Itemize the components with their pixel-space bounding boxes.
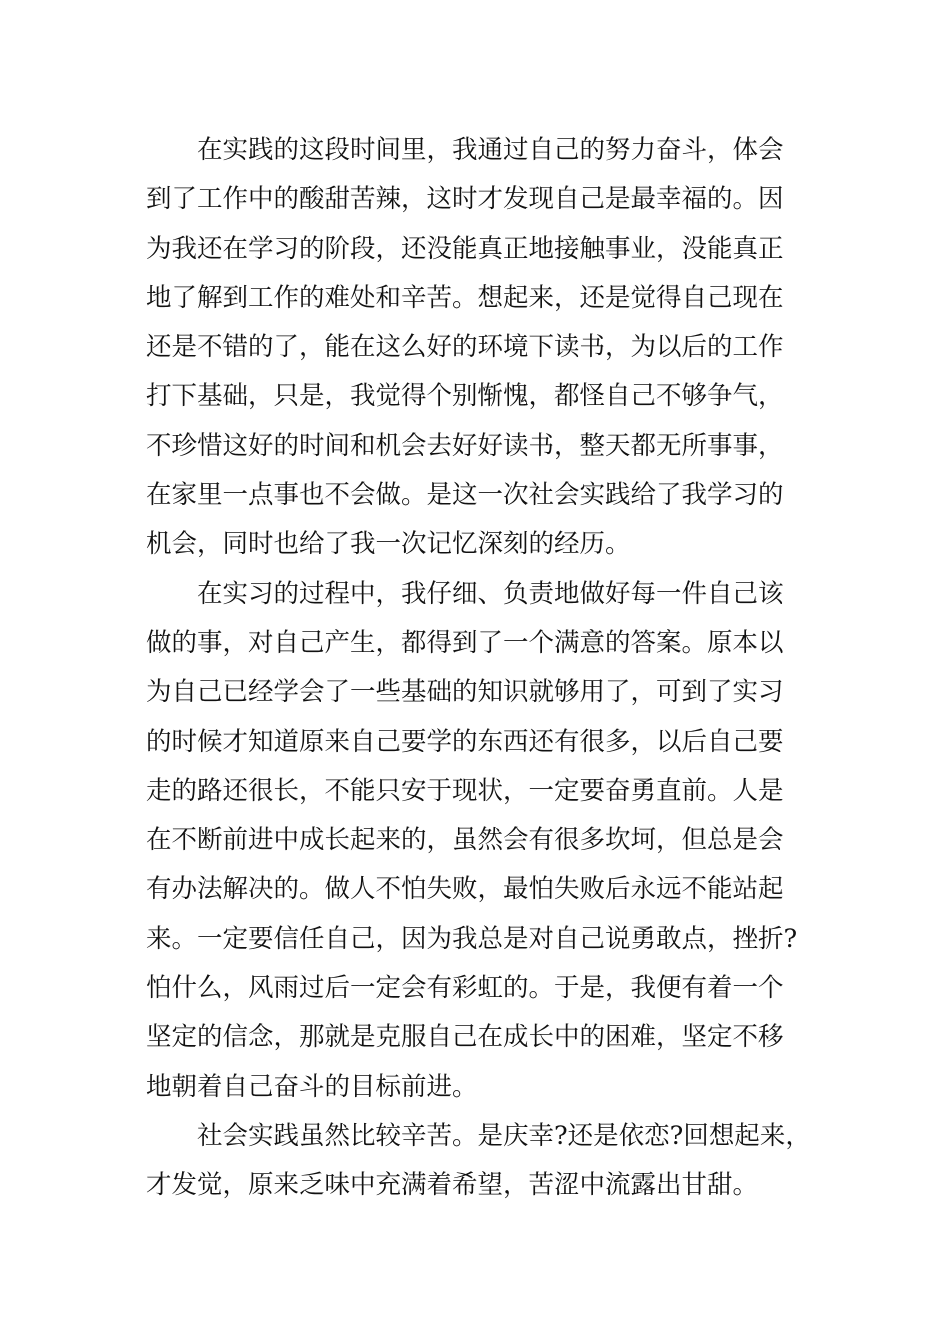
paragraph-line: 怕什么，风雨过后一定会有彩虹的。于是，我便有着一个: [146, 973, 784, 1004]
paragraph-line: 做的事，对自己产生，都得到了一个满意的答案。原本以: [146, 627, 784, 658]
paragraph-line: 还是不错的了，能在这么好的环境下读书，为以后的工作: [146, 332, 784, 363]
paragraph-line: 才发觉，原来乏味中充满着希望，苦涩中流露出甘甜。: [146, 1170, 759, 1201]
paragraph-line: 在不断前进中成长起来的，虽然会有很多坎坷，但总是会: [146, 825, 784, 856]
paragraph-1: [146, 126, 826, 570]
paragraph-line: 地了解到工作的难处和辛苦。想起来，还是觉得自己现在: [146, 282, 784, 313]
paragraph-line: 打下基础，只是，我觉得个别惭愧，都怪自己不够争气，: [146, 381, 784, 412]
paragraph-line: 为我还在学习的阶段，还没能真正地接触事业，没能真正: [146, 233, 784, 264]
paragraph-line: 地朝着自己奋斗的目标前进。: [146, 1071, 478, 1102]
paragraph-line: 为自己已经学会了一些基础的知识就够用了，可到了实习: [146, 677, 784, 708]
paragraph-2: [146, 570, 826, 1112]
paragraph-line: 机会，同时也给了我一次记忆深刻的经历。: [146, 529, 631, 560]
paragraph-line: 在实习的过程中，我仔细、负责地做好每一件自己该: [197, 578, 784, 609]
paragraph-line: 不珍惜这好的时间和机会去好好读书，整天都无所事事，: [146, 430, 784, 461]
paragraph-line: 的时候才知道原来自己要学的东西还有很多，以后自己要: [146, 726, 784, 757]
paragraph-line: 坚定的信念，那就是克服自己在成长中的困难，坚定不移: [146, 1022, 784, 1053]
paragraph-line: 到了工作中的酸甜苦辣，这时才发现自己是最幸福的。因: [146, 184, 784, 215]
paragraph-line: 在实践的这段时间里，我通过自己的努力奋斗，体会: [197, 135, 784, 165]
paragraph-line: 来。一定要信任自己，因为我总是对自己说勇敢点，挫折?: [146, 923, 798, 954]
paragraph-line: 有办法解决的。做人不怕失败，最怕失败后永远不能站起: [146, 874, 784, 905]
paragraph-line: 走的路还很长，不能只安于现状，一定要奋勇直前。人是: [146, 775, 784, 806]
paragraph-line: 社会实践虽然比较辛苦。是庆幸?还是依恋?回想起来，: [197, 1120, 811, 1151]
paragraph-3: [146, 1112, 826, 1211]
paragraph-line: 在家里一点事也不会做。是这一次社会实践给了我学习的: [146, 480, 784, 511]
document-body: [146, 126, 826, 1211]
